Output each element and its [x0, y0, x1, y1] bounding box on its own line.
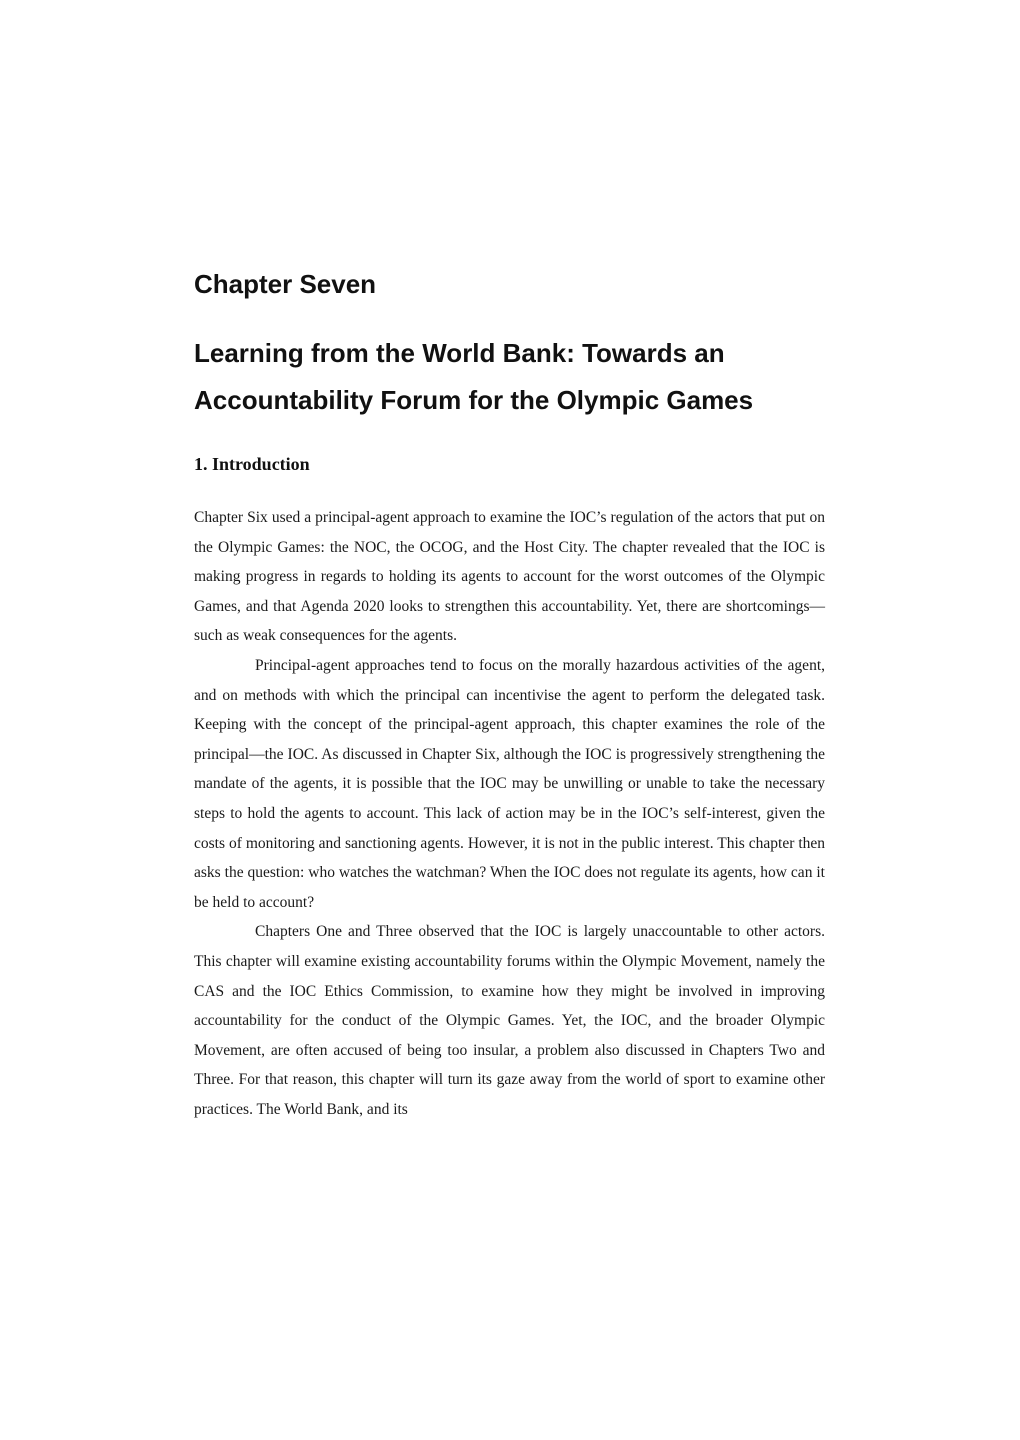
section-heading: 1. Introduction	[194, 454, 310, 474]
chapter-title: Learning from the World Bank: Towards an Accountability Forum for the Olympic Games	[194, 338, 754, 415]
chapter-label: Chapter Seven	[194, 269, 377, 299]
paragraph-2: Principal-agent approaches tend to focus on the morally hazardous activities of the agent, and on methods with which the principal can incentivise the agent to perform the delegated task. Keeping with the concept of the principal-agent approach, this chapter examines the role of the principal—the IOC. As discussed in Chapter Six, although the IOC is progressively strengthening the mandate of the agents, it is possible that the IOC may be unwilling or unable to take the necessary steps to hold the agents to account. This lack of action may be in the IOC’s self-interest, given the costs of monitoring and sanctioning agents. However, it is not in the public interest. This chapter then asks the question: who watches the watchman? When the IOC does not regulate its agents, how can it be held to account?	[194, 656, 825, 911]
body-text	[194, 503, 825, 1124]
paragraph-3: Chapters One and Three observed that the IOC is largely unaccountable to other actors. This chapter will examine existing accountability forums within the Olympic Movement, namely the CAS and the IOC Ethics Commission, to examine how they might be involved in improving accountability for the conduct of the Olympic Games. Yet, the IOC, and the broader Olympic Movement, are often accused of being too insular, a problem also discussed in Chapters Two and Three. For that reason, this chapter will turn its gaze away from the world of sport to examine other practices. The World Bank, and its	[194, 923, 825, 1118]
paragraph-1: Chapter Six used a principal-agent approach to examine the IOC’s regulation of the actors that put on the Olympic Games: the NOC, the OCOG, and the Host City. The chapter revealed that the IOC is making progress in regards to holding its agents to account for the worst outcomes of the Olympic Games, and that Agenda 2020 looks to strengthen this accountability. Yet, there are shortcomings—such as weak consequences for the agents.	[194, 509, 825, 645]
